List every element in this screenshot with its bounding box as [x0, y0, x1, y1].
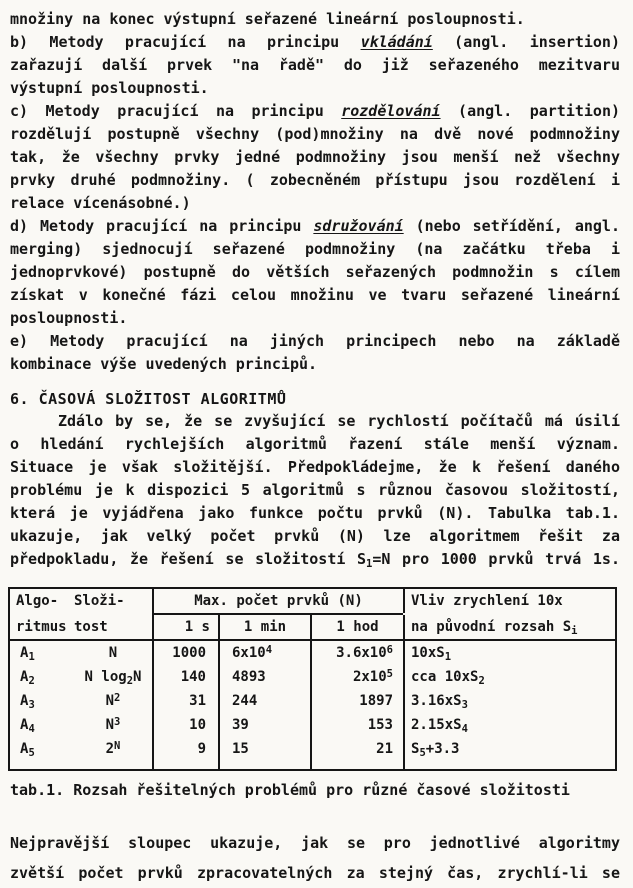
table-row	[10, 689, 615, 713]
text-line-item-d: d) Metody pracující na principu sdružování (nebo setřídění, angl.	[10, 217, 620, 235]
text-line: merging) sjednocují seřazené podmnožiny (na začátku třeba i	[10, 240, 620, 258]
text-line: kombinace výše uvedených principů.	[10, 355, 318, 373]
intro-paragraph	[10, 410, 620, 571]
header-slozitost-line2: tost	[74, 615, 152, 641]
text-line: která je vyjádřena jako funkce počtu prvků (N). Tabulka tab.1.	[10, 504, 620, 522]
cell-1min: 244	[218, 689, 310, 713]
cell-1s: 31	[152, 689, 218, 713]
text-line: Nejpravější sloupec ukazuje, jak se pro jednotlivé algoritmy	[10, 834, 620, 852]
header-vliv-line1: Vliv zrychlení 10x	[403, 589, 615, 613]
text-line: ukazuje, jak velký počet prvků (N) lze algoritmem řešit za	[10, 527, 620, 545]
text-line: relace vícenásobné.)	[10, 194, 191, 212]
cell-1hod: 1897	[310, 689, 403, 713]
text-line: tak, že všechny prvky jedné podmnožiny jsou menší než všechny	[10, 148, 620, 166]
cell-complexity: $N^2$	[105, 692, 121, 709]
table-caption: tab.1. Rozsah řešitelných problémů pro různé časové složitosti	[10, 781, 570, 799]
header-1min: 1 min	[218, 615, 310, 641]
table-row	[10, 665, 615, 689]
header-slozitost-line1: Složi-	[74, 593, 125, 609]
text-line: výstupní posloupnosti.	[10, 79, 209, 97]
cell-algorithm: $A_3$	[20, 693, 35, 711]
cell-1hod: 21	[310, 737, 403, 761]
header-algo-line1: Algo-	[16, 593, 59, 609]
table-row	[10, 641, 615, 665]
header-1hod: 1 hod	[310, 615, 403, 641]
cell-vliv: $10xS_1$	[403, 641, 615, 665]
header-max-pocet-prvku: Max. počet prvků (N)	[152, 589, 403, 615]
header-vliv-line2: na původní rozsah $S_i$	[403, 615, 615, 641]
table-header-row-1	[10, 589, 615, 615]
text-line: posloupnosti.	[10, 309, 128, 327]
text-line: množiny na konec výstupní seřazené lineární posloupnosti.	[10, 10, 525, 28]
cell-complexity: N	[108, 645, 118, 661]
text-line: rozdělují postupně všechny (pod)množiny na dvě nové podmnožiny	[10, 125, 620, 143]
section-heading: 6. ČASOVÁ SLOŽITOST ALGORITMŮ	[10, 390, 287, 408]
cell-1s: 10	[152, 713, 218, 737]
cell-1min: $6x10^4$	[218, 641, 310, 665]
cell-1min: 15	[218, 737, 310, 761]
bottom-paragraph	[10, 828, 620, 888]
text-line: získat v konečné fázi celou množinu ve tvaru seřazené lineární	[10, 286, 620, 304]
cell-vliv: $S_5+3.3$	[403, 737, 615, 761]
text-line: o hledání rychlejších algoritmů řazení stále menší význam.	[10, 435, 620, 453]
text-line: Zdálo by se, že se zvyšující se rychlostí počítačů má úsilí	[58, 412, 620, 430]
cell-algorithm: $A_4$	[20, 717, 35, 735]
cell-complexity: $N^3$	[105, 716, 121, 733]
text-line-item-b: b) Metody pracující na principu vkládání (angl. insertion)	[10, 33, 620, 51]
cell-vliv: $2.15xS_4$	[403, 713, 615, 737]
cell-algorithm: $A_1$	[20, 645, 35, 663]
cell-1hod: 153	[310, 713, 403, 737]
text-line: Situace je však složitější. Předpokládejme, že k řešení daného	[10, 458, 620, 476]
text-line-item-c: c) Metody pracující na principu rozdělování (angl. partition)	[10, 102, 621, 120]
cell-algorithm: $A_2$	[20, 669, 35, 687]
cell-1min: 4893	[218, 665, 310, 689]
text-line: problému je k dispozici 5 algoritmů s různou časovou složitostí,	[10, 481, 620, 499]
cell-complexity: $2^N$	[105, 740, 121, 757]
complexity-table	[8, 587, 617, 771]
cell-1hod: $2x10^5$	[310, 665, 403, 689]
cell-complexity: N $\log_2N$	[84, 669, 142, 687]
text-line: jednoprvkové) postupně do větších seřazených podmnožin s cílem	[10, 263, 620, 281]
cell-1min: 39	[218, 713, 310, 737]
header-1s: 1 s	[152, 615, 218, 641]
table-row	[10, 737, 615, 761]
table-row	[10, 713, 615, 737]
table-header-row-2	[10, 615, 615, 641]
cell-1s: 1000	[152, 641, 218, 665]
table-spacer-row	[10, 761, 615, 769]
cell-vliv: $3.16xS_3$	[403, 689, 615, 713]
text-line: prvky druhé podmnožiny. ( zobecněném přístupu jsou rozdělení i	[10, 171, 620, 189]
text-line: předpokladu, že řešení se složitostí $S_1=N$ pro 1000 prvků trvá 1s.	[10, 550, 620, 570]
cell-1hod: $3.6x10^6$	[310, 641, 403, 665]
text-line-item-e: e) Metody pracující na jiných principech nebo na základě	[10, 332, 620, 350]
cell-algorithm: $A_5$	[20, 741, 35, 759]
cell-1s: 140	[152, 665, 218, 689]
cell-1s: 9	[152, 737, 218, 761]
text-line: zařazují další prvek "na řadě" do již seřazeného mezitvaru	[10, 56, 620, 74]
text-line: zvětší počet prvků zpracovatelných za stejný čas, zrychlí-li se	[10, 864, 620, 882]
cell-vliv: cca $10xS_2$	[403, 665, 615, 689]
top-text-block	[10, 8, 620, 376]
header-algo-line2: ritmus	[10, 615, 74, 641]
